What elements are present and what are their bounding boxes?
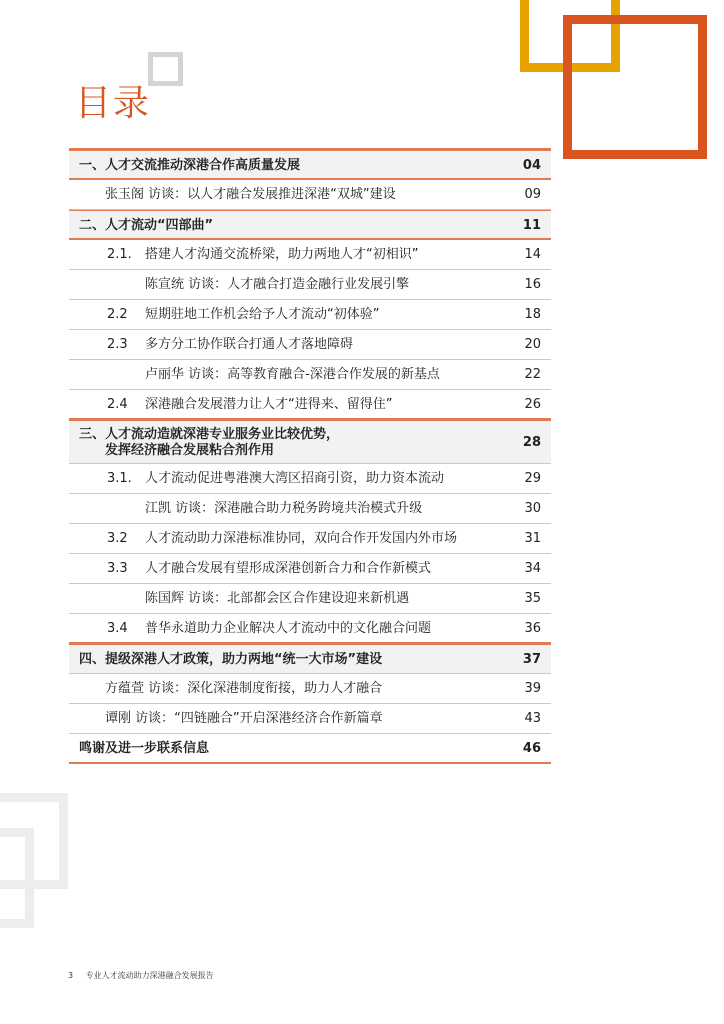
- toc-entry[interactable]: [69, 390, 551, 420]
- toc-entry[interactable]: [69, 300, 551, 330]
- toc-entry[interactable]: [69, 494, 551, 524]
- toc-entry[interactable]: [69, 584, 551, 614]
- toc-entry-title: 卢丽华 访谈：高等教育融合-深港合作发展的新基点: [145, 367, 440, 382]
- toc-entry-title-line-2: 发挥经济融合发展粘合剂作用: [105, 443, 275, 458]
- toc-entry-number: 3.2: [107, 531, 128, 546]
- toc-entry-page: 22: [524, 367, 541, 382]
- toc-entry-page: 43: [524, 711, 541, 726]
- toc-entry-page: 36: [524, 621, 541, 636]
- toc-entry[interactable]: [69, 464, 551, 494]
- toc-entry[interactable]: [69, 330, 551, 360]
- toc-entry-number: 2.4: [107, 397, 128, 412]
- toc-entry-title: 鸣谢及进一步联系信息: [79, 741, 210, 756]
- toc-entry-page: 16: [524, 277, 541, 292]
- faint-square-decoration-2: [0, 828, 34, 928]
- toc-entry[interactable]: [69, 360, 551, 390]
- toc-entry-page: 18: [524, 307, 541, 322]
- toc-entry-title: 陈宣统 访谈：人才融合打造金融行业发展引擎: [145, 277, 410, 292]
- toc-entry-page: 39: [524, 681, 541, 696]
- toc-entry-title: 陈国辉 访谈：北部都会区合作建设迎来新机遇: [145, 591, 410, 606]
- toc-entry[interactable]: [69, 554, 551, 584]
- toc-entry-number: 3.1.: [107, 471, 132, 486]
- toc-entry[interactable]: [69, 240, 551, 270]
- toc-entry-page: 37: [522, 652, 541, 667]
- toc-entry-page: 46: [522, 741, 541, 756]
- toc-entry-page: 30: [524, 501, 541, 516]
- toc-entry[interactable]: [69, 150, 551, 180]
- toc-entry-number: 3.4: [107, 621, 128, 636]
- toc-entry-title: 四、提级深港人才政策，助力两地“统一大市场”建设: [79, 652, 383, 667]
- toc-entry-page: 20: [524, 337, 541, 352]
- toc-entry-title-line-1: 三、人才流动造就深港专业服务业比较优势，: [79, 427, 340, 442]
- toc-entry-title: 人才流动促进粤港澳大湾区招商引资，助力资本流动: [145, 471, 445, 486]
- toc-entry-title: 谭刚 访谈：“四链融合”开启深港经济合作新篇章: [105, 711, 383, 726]
- toc-entry-title: 一、人才交流推动深港合作高质量发展: [79, 158, 301, 173]
- toc-entry-page: 35: [524, 591, 541, 606]
- gray-square-decoration: [148, 52, 183, 86]
- toc-entry-title: 二、人才流动“四部曲”: [79, 218, 214, 233]
- toc-entry-page: 11: [522, 218, 541, 233]
- toc-entry[interactable]: [69, 210, 551, 240]
- page-footer: [68, 970, 214, 981]
- toc-entry-title: 江凯 访谈：深港融合助力税务跨境共治模式升级: [145, 501, 423, 516]
- toc-entry-title: 搭建人才沟通交流桥梁，助力两地人才“初相识”: [145, 247, 419, 262]
- toc-entry-title: 人才融合发展有望形成深港创新合力和合作新模式: [145, 561, 432, 576]
- toc-entry-page: 31: [524, 531, 541, 546]
- toc-entry-number: 2.3: [107, 337, 128, 352]
- toc-entry-number: 3.3: [107, 561, 128, 576]
- toc-entry[interactable]: [69, 734, 551, 764]
- toc-entry[interactable]: [69, 614, 551, 644]
- toc-entry[interactable]: [69, 674, 551, 704]
- toc-entry-number: 2.2: [107, 307, 128, 322]
- table-of-contents: [69, 148, 551, 764]
- toc-entry-title: 短期驻地工作机会给予人才流动“初体验”: [145, 307, 380, 322]
- footer-report-title: 专业人才流动助力深港融合发展报告: [85, 971, 214, 980]
- toc-entry-number: 2.1.: [107, 247, 132, 262]
- page-title: 目录: [75, 83, 152, 124]
- toc-entry-page: 26: [524, 397, 541, 412]
- toc-entry[interactable]: [69, 704, 551, 734]
- toc-entry[interactable]: [69, 644, 551, 674]
- toc-entry[interactable]: [69, 270, 551, 300]
- toc-entry-title: 人才流动助力深港标准协同，双向合作开发国内外市场: [145, 531, 458, 546]
- toc-entry-title: [79, 427, 339, 459]
- toc-entry-title: 深港融合发展潜力让人才“进得来、留得住”: [145, 397, 393, 412]
- toc-entry[interactable]: [69, 420, 551, 464]
- toc-entry-title: 多方分工协作联合打通人才落地障碍: [145, 337, 354, 352]
- toc-entry-page: 34: [524, 561, 541, 576]
- toc-entry-page: 29: [524, 471, 541, 486]
- toc-entry-title: 方蕴萱 访谈：深化深港制度衔接，助力人才融合: [105, 681, 383, 696]
- toc-entry-page: 28: [522, 435, 541, 450]
- toc-entry[interactable]: [69, 180, 551, 210]
- footer-page-number: 3: [68, 971, 74, 980]
- toc-entry-title: 普华永道助力企业解决人才流动中的文化融合问题: [145, 621, 432, 636]
- red-square-decoration: [563, 15, 707, 159]
- toc-entry-title: 张玉阁 访谈：以人才融合发展推进深港“双城”建设: [105, 187, 396, 202]
- toc-entry-page: 14: [524, 247, 541, 262]
- toc-entry-page: 09: [524, 187, 541, 202]
- toc-entry[interactable]: [69, 524, 551, 554]
- toc-entry-page: 04: [522, 158, 541, 173]
